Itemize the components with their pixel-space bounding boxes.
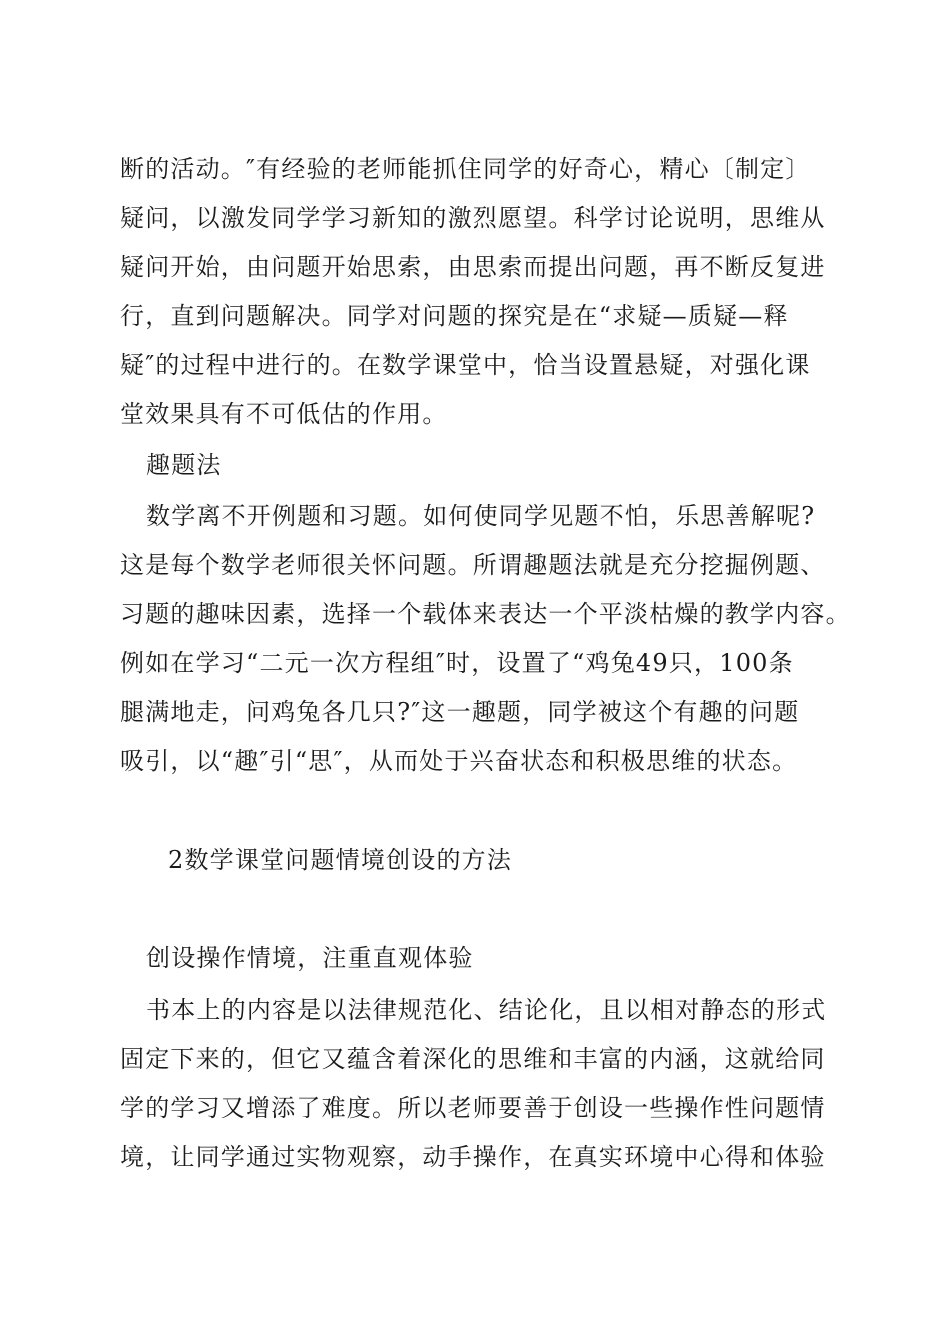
text-line: 疑″的过程中进行的。在数学课堂中，恰当设置悬疑，对强化课 [120,351,811,379]
text-line: 行，直到问题解决。同学对问题的探究是在“求疑—质疑—释 [120,302,789,330]
subheading: 创设操作情境，注重直观体验 [146,944,474,972]
text-line: 这是每个数学老师很关怀问题。所谓趣题法就是充分挖掘例题、 [120,551,826,579]
text-line: 书本上的内容是以法律规范化、结论化，且以相对静态的形式 [146,996,827,1024]
text-line: 疑问开始，由问题开始思索，由思索而提出问题，再不断反复进 [120,253,826,281]
text-line: 例如在学习“二元一次方程组″时，设置了“鸡兔49只，100条 [120,649,794,677]
text-line: 学的学习又增添了难度。所以老师要善于创设一些操作性问题情 [120,1094,826,1122]
text-line: 疑问，以激发同学学习新知的激烈愿望。科学讨论说明，思维从 [120,204,826,232]
text-line: 习题的趣味因素，选择一个载体来表达一个平淡枯燥的教学内容。 [120,600,851,628]
text-line: 断的活动。″有经验的老师能抓住同学的好奇心，精心〔制定〕 [120,155,811,183]
text-line: 固定下来的，但它又蕴含着深化的思维和丰富的内涵，这就给同 [120,1045,826,1073]
text-line: 数学离不开例题和习题。如何使同学见题不怕，乐思善解呢? [146,502,816,530]
section-heading: 2数学课堂问题情境创设的方法 [168,846,513,874]
text-line: 堂效果具有不可低估的作用。 [120,400,448,428]
text-line: 腿满地走，问鸡兔各几只?″这一趣题，同学被这个有趣的问题 [120,698,800,726]
text-line: 吸引，以“趣″引“思″，从而处于兴奋状态和积极思维的状态。 [120,747,798,775]
text-line: 境，让同学通过实物观察，动手操作，在真实环境中心得和体验 [120,1143,826,1171]
heading-qutifa: 趣题法 [146,451,222,479]
